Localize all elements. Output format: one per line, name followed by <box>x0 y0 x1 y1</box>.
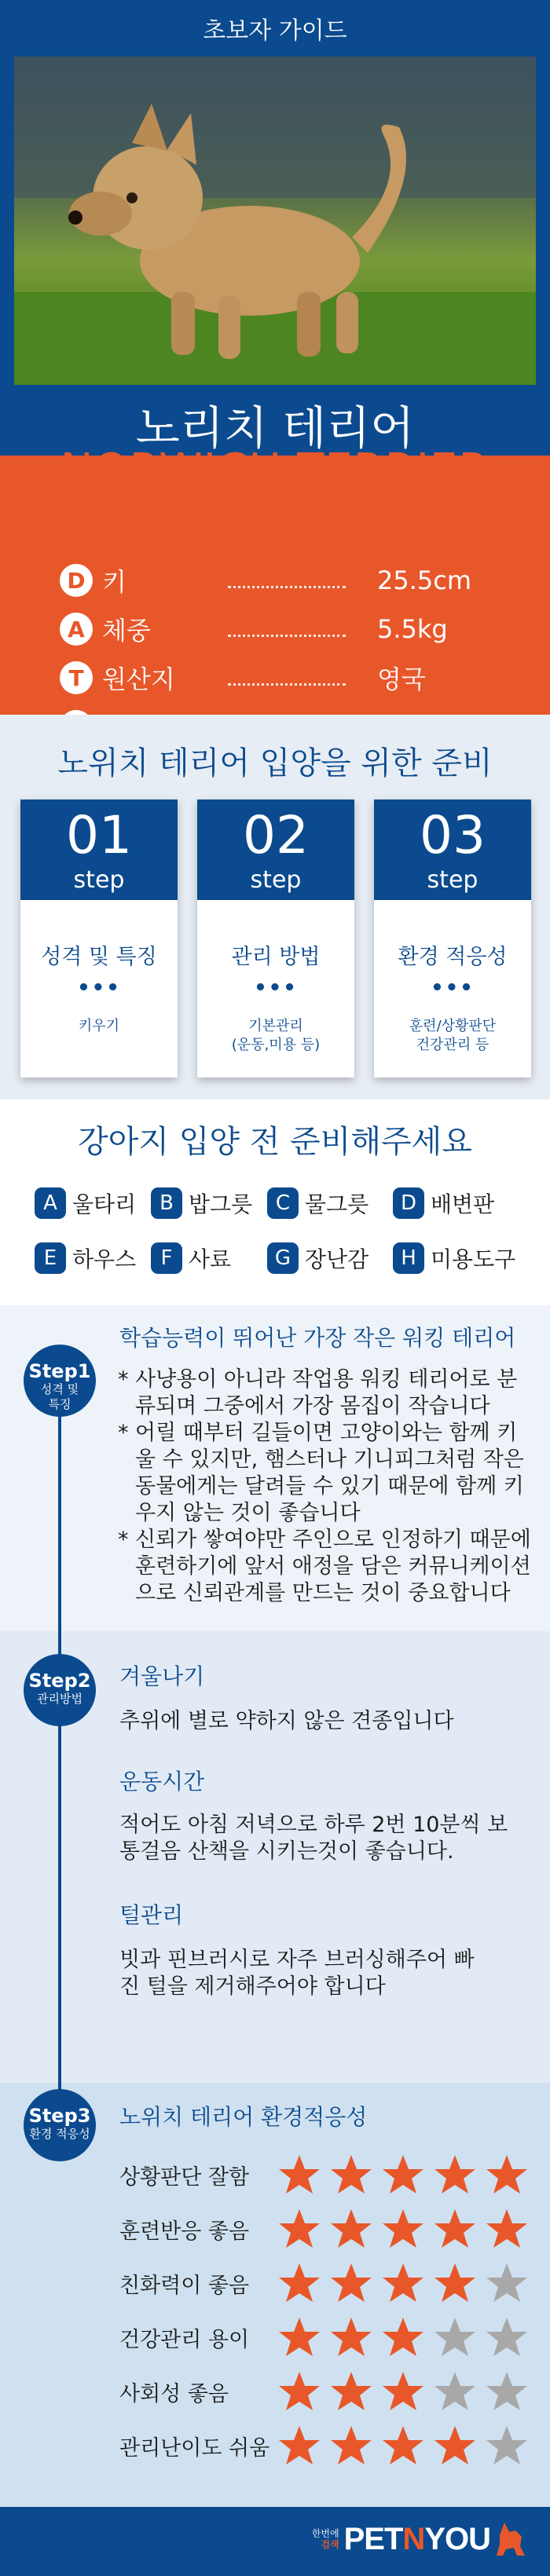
prep-card-sub-line-1: 키우기 <box>78 1018 120 1034</box>
supply-badge: A <box>35 1187 66 1219</box>
prep-card-dots: ••• <box>254 976 298 1000</box>
prep-card-header <box>374 800 531 900</box>
prep-card-title: 관리 방법 <box>231 945 321 969</box>
rating-label: 친화력이 좋음 <box>119 2273 250 2298</box>
star-filled-icon <box>328 2261 374 2305</box>
footer <box>0 2507 550 2576</box>
prep-card[interactable] <box>374 800 531 1078</box>
star-filled-icon <box>432 2261 478 2305</box>
timeline-line <box>58 1368 61 2153</box>
step1-bullets <box>118 1367 534 1607</box>
stat-row <box>0 605 550 653</box>
supply-item <box>393 1187 522 1219</box>
supply-badge: D <box>393 1187 424 1219</box>
supply-item <box>151 1242 267 1274</box>
petnyou-logo[interactable] <box>312 2519 528 2559</box>
supply-label: 물그릇 <box>305 1191 369 1217</box>
prep-card[interactable] <box>197 800 354 1078</box>
star-filled-icon <box>277 2315 322 2359</box>
logo-wordmark <box>344 2522 490 2557</box>
supply-label: 하우스 <box>72 1246 137 1272</box>
star-filled-icon <box>328 2315 374 2359</box>
step3-number: Step3 <box>28 2105 91 2127</box>
prep-card-step: step <box>250 866 302 894</box>
rating-label: 훈련반응 좋음 <box>119 2219 250 2244</box>
adoption-prep-section <box>0 715 550 1100</box>
prep-card-step: step <box>427 866 478 894</box>
rating-stars <box>277 2424 536 2468</box>
stat-value: 5.5kg <box>377 614 448 644</box>
prep-card-sub-line-1: 기본관리 <box>248 1018 303 1034</box>
rating-row <box>119 2372 536 2411</box>
dog-illustration <box>14 57 536 385</box>
prep-card-title: 성격 및 특징 <box>41 945 157 969</box>
prep-card-dots: ••• <box>431 976 475 1000</box>
star-empty-icon <box>432 2315 478 2359</box>
star-filled-icon <box>328 2369 374 2413</box>
step2-winter-text: 추위에 별로 약하지 않은 견종입니다 <box>119 1709 454 1733</box>
prep-title: 노위치 테리어 입양을 위한 준비 <box>57 745 493 781</box>
stat-label: 원산지 <box>102 664 175 694</box>
prep-card-subtitle <box>374 1017 531 1055</box>
logo-tagline-2: 검색 <box>321 2539 339 2550</box>
step1-bullet: * 신뢰가 쌓여야만 주인으로 인정하기 때문에 훈련하기에 앞서 애정을 담은 커뮤니케이션으로 신뢰관계를 만드는 것이 중요합니다 <box>118 1527 534 1607</box>
supply-badge: F <box>151 1242 182 1274</box>
star-filled-icon <box>484 2153 530 2197</box>
supply-item <box>35 1187 151 1219</box>
supply-label: 사료 <box>189 1246 232 1272</box>
breed-name-english: NORWICH TERRIER <box>60 445 490 496</box>
stat-dots <box>228 621 346 637</box>
prep-card-step: step <box>73 866 125 894</box>
supplies-section <box>0 1100 550 1305</box>
rating-label: 관리난이도 쉬움 <box>119 2435 270 2461</box>
star-empty-icon <box>484 2424 530 2468</box>
stat-row <box>0 556 550 605</box>
supply-label: 밥그릇 <box>189 1191 253 1217</box>
supply-label: 울타리 <box>72 1191 137 1217</box>
prep-card-sub-line-2: 건강관리 등 <box>416 1037 490 1053</box>
step1-bullet: * 어릴 때부터 길들이면 고양이와는 함께 키울 수 있지만, 햄스터나 기니피그처럼 작은 동물에게는 달려들 수 있기 때문에 함께 키우지 않는 것이 좋습니다 <box>118 1420 534 1527</box>
star-filled-icon <box>277 2424 322 2468</box>
stat-letter-badge: D <box>60 564 93 597</box>
rating-stars <box>277 2315 536 2359</box>
step1-sub-2: 특징 <box>48 1397 72 1411</box>
star-filled-icon <box>277 2261 322 2305</box>
supply-badge: H <box>393 1242 424 1274</box>
rating-row <box>119 2318 536 2357</box>
header <box>0 0 550 456</box>
prep-card-sub-line-2: (운동,미용 등) <box>231 1037 321 1053</box>
step2-fur-text: 빗과 핀브러시로 자주 브러싱해주어 빠진 털을 제거해주어야 합니다 <box>119 1948 475 1999</box>
supply-item <box>35 1242 151 1274</box>
star-empty-icon <box>484 2315 530 2359</box>
star-filled-icon <box>328 2424 374 2468</box>
prep-card-number: 01 <box>66 805 132 865</box>
supply-item <box>393 1242 522 1274</box>
prep-card-subtitle <box>197 1017 354 1055</box>
prep-cards <box>20 800 531 1078</box>
logo-tagline <box>312 2528 339 2550</box>
step2-number: Step2 <box>28 1670 91 1692</box>
logo-you: YOU <box>424 2521 490 2556</box>
step2-winter-heading: 겨울나기 <box>119 1663 205 1689</box>
logo-pet: PET <box>343 2521 403 2556</box>
star-filled-icon <box>328 2153 374 2197</box>
star-filled-icon <box>380 2369 426 2413</box>
prep-card-subtitle <box>20 1017 178 1036</box>
stat-value: 영국 <box>377 664 426 694</box>
stat-label: 키 <box>102 567 126 597</box>
rating-stars <box>277 2207 536 2251</box>
logo-n: N <box>402 2521 425 2556</box>
rating-stars <box>277 2261 536 2305</box>
prep-card-header <box>197 800 354 900</box>
stat-dots <box>228 573 346 588</box>
step1-badge <box>24 1345 96 1417</box>
step2-sub: 관리방법 <box>37 1692 82 1706</box>
steps-section <box>0 1305 550 2507</box>
supply-item <box>267 1187 393 1219</box>
step2-exercise-text: 적어도 아침 저녁으로 하루 2번 10분씩 보통걸음 산책을 시키는것이 좋습니다. <box>119 1813 508 1864</box>
step1-number: Step1 <box>28 1360 91 1382</box>
rating-stars <box>277 2153 536 2197</box>
supply-badge: C <box>267 1187 299 1219</box>
supply-badge: G <box>267 1242 299 1274</box>
rating-label: 상황판단 잘함 <box>119 2164 250 2190</box>
logo-tagline-1: 한번에 <box>311 2528 339 2539</box>
supply-item <box>151 1187 267 1219</box>
star-empty-icon <box>484 2261 530 2305</box>
step1-sub-1: 성격 및 <box>40 1382 79 1396</box>
star-filled-icon <box>380 2207 426 2251</box>
star-filled-icon <box>380 2261 426 2305</box>
step3-badge <box>24 2089 96 2161</box>
star-empty-icon <box>484 2369 530 2413</box>
step1-heading: 학습능력이 뛰어난 가장 작은 워킹 테리어 <box>119 1325 516 1351</box>
star-filled-icon <box>277 2369 322 2413</box>
rating-stars <box>277 2369 536 2413</box>
step3-sub: 환경 적응성 <box>29 2127 90 2141</box>
guide-label: 초보자 가이드 <box>203 17 347 45</box>
supplies-title: 강아지 입양 전 준비해주세요 <box>78 1124 472 1160</box>
star-filled-icon <box>432 2207 478 2251</box>
supply-badge: B <box>151 1187 182 1219</box>
stat-value: 25.5cm <box>377 565 472 595</box>
step2-exercise-heading: 운동시간 <box>119 1769 205 1795</box>
prep-card-number: 03 <box>420 805 486 865</box>
rating-row <box>119 2263 536 2303</box>
prep-card-sub-line-1: 훈련/상황판단 <box>409 1018 497 1034</box>
prep-card[interactable] <box>20 800 178 1078</box>
star-empty-icon <box>432 2369 478 2413</box>
star-filled-icon <box>328 2207 374 2251</box>
supply-label: 미용도구 <box>431 1246 516 1272</box>
prep-card-title: 환경 적응성 <box>398 945 508 969</box>
supplies-grid <box>35 1187 522 1274</box>
rating-row <box>119 2155 536 2194</box>
star-filled-icon <box>277 2153 322 2197</box>
supply-item <box>267 1242 393 1274</box>
step2-badge <box>24 1654 96 1726</box>
rating-label: 건강관리 용이 <box>119 2327 250 2352</box>
stat-letter-badge: T <box>60 661 93 694</box>
step1-bullet: * 사냥용이 아니라 작업용 워킹 테리어로 분류되며 그중에서 가장 몸집이 작습니다 <box>118 1367 534 1420</box>
star-filled-icon <box>380 2424 426 2468</box>
star-filled-icon <box>380 2315 426 2359</box>
dog-photo <box>14 57 536 385</box>
prep-card-dots: ••• <box>77 976 121 1000</box>
stat-label: 체중 <box>102 616 151 646</box>
star-filled-icon <box>380 2153 426 2197</box>
prep-card-header <box>20 800 178 900</box>
star-filled-icon <box>484 2207 530 2251</box>
stat-dots <box>228 670 346 686</box>
stat-row <box>0 653 550 702</box>
supply-label: 장난감 <box>305 1246 369 1272</box>
prep-card-number: 02 <box>243 805 309 865</box>
supply-label: 배변판 <box>431 1191 495 1217</box>
dog-silhouette-icon <box>493 2519 528 2559</box>
star-filled-icon <box>432 2424 478 2468</box>
star-filled-icon <box>277 2207 322 2251</box>
step2-fur-heading: 털관리 <box>119 1902 184 1928</box>
stat-letter-badge: A <box>60 613 93 646</box>
rating-row <box>119 2209 536 2249</box>
rating-label: 사회성 좋음 <box>119 2381 229 2406</box>
step3-heading: 노위치 테리어 환경적응성 <box>119 2104 368 2130</box>
rating-row <box>119 2426 536 2465</box>
breed-name-korean: 노리치 테리어 <box>135 401 415 455</box>
supply-badge: E <box>35 1242 66 1274</box>
star-filled-icon <box>432 2153 478 2197</box>
